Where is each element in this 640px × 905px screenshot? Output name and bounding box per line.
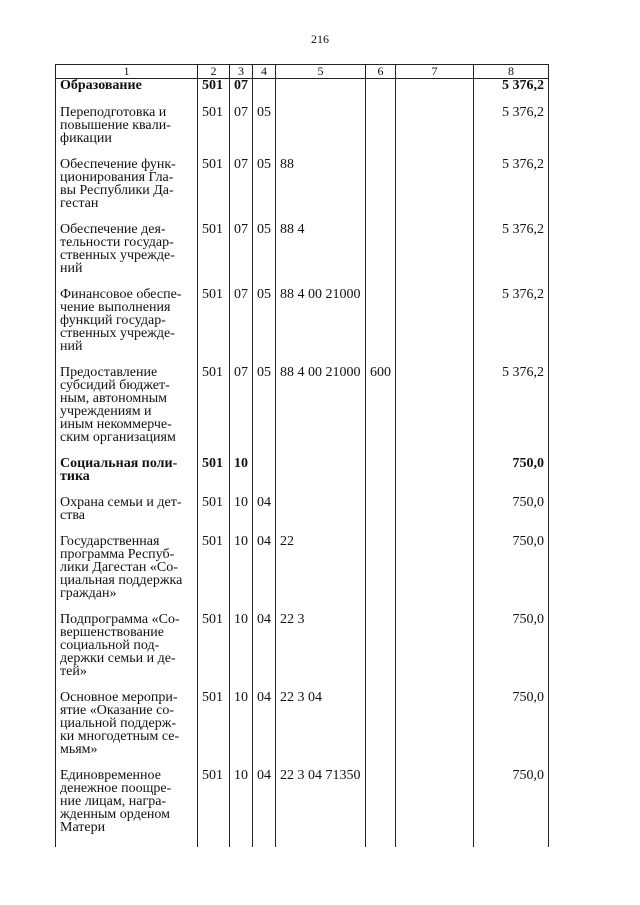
amount-cell: 5 376,2 (474, 288, 549, 366)
subsection-cell: 04 (253, 769, 276, 847)
target-article-cell (276, 79, 366, 106)
budget-table (55, 64, 549, 847)
row-name-line: денежное поощре- (60, 780, 172, 796)
amount-cell: 5 376,2 (474, 106, 549, 158)
column-header: 8 (474, 65, 549, 79)
code-cell: 501 (198, 158, 230, 223)
row-name-line: Матери (60, 819, 106, 835)
row-name-line: социальной под- (60, 637, 160, 653)
row-name-line: субсидий бюджет- (60, 377, 170, 393)
target-article-cell: 88 4 00 21000 (276, 366, 366, 457)
column-header: 1 (56, 65, 198, 79)
amount-cell: 5 376,2 (474, 366, 549, 457)
section-cell: 07 (230, 79, 253, 106)
expense-type-cell (366, 106, 396, 158)
row-name-line: граждан» (60, 585, 117, 601)
subsection-cell: 05 (253, 158, 276, 223)
row-name-cell (56, 79, 198, 106)
section-cell: 07 (230, 223, 253, 288)
row-name-line: ским организациям (60, 429, 176, 445)
row-name-line: Переподготовка и (60, 104, 167, 120)
table-row (56, 457, 549, 496)
row-name-line: ционирования Гла- (60, 169, 174, 185)
code-cell: 501 (198, 691, 230, 769)
row-name-line: вершенствование (60, 624, 164, 640)
row-name-line: лики Дагестан «Со- (60, 559, 178, 575)
table-body (56, 79, 549, 847)
code-cell: 501 (198, 769, 230, 847)
code-cell: 501 (198, 79, 230, 106)
code-cell: 501 (198, 223, 230, 288)
empty-cell (396, 106, 474, 158)
row-name-line: функций государ- (60, 312, 166, 328)
expense-type-cell (366, 613, 396, 691)
row-name-line: ственных учрежде- (60, 247, 175, 263)
row-name-line: держки семьи и де- (60, 650, 176, 666)
row-name-cell (56, 158, 198, 223)
section-cell: 10 (230, 769, 253, 847)
row-name-line: жденным орденом (60, 806, 170, 822)
section-cell: 10 (230, 613, 253, 691)
amount-cell: 750,0 (474, 457, 549, 496)
column-header: 2 (198, 65, 230, 79)
expense-type-cell (366, 535, 396, 613)
row-name-cell (56, 613, 198, 691)
subsection-cell: 05 (253, 106, 276, 158)
amount-cell: 5 376,2 (474, 79, 549, 106)
empty-cell (396, 691, 474, 769)
subsection-cell: 04 (253, 535, 276, 613)
target-article-cell: 88 4 00 21000 (276, 288, 366, 366)
row-name-line: повышение квали- (60, 117, 171, 133)
row-name-cell (56, 106, 198, 158)
empty-cell (396, 366, 474, 457)
amount-cell: 750,0 (474, 496, 549, 535)
table-row (56, 496, 549, 535)
row-name-line: циальная поддержка (60, 572, 183, 588)
table-row (56, 366, 549, 457)
row-name-line: тей» (60, 663, 87, 679)
amount-cell: 5 376,2 (474, 158, 549, 223)
row-name-line: вы Республики Да- (60, 182, 174, 198)
column-header: 4 (253, 65, 276, 79)
target-article-cell: 22 3 (276, 613, 366, 691)
column-header: 6 (366, 65, 396, 79)
table-row (56, 79, 549, 106)
row-name-cell (56, 223, 198, 288)
expense-type-cell (366, 691, 396, 769)
row-name-line: ние лицам, награ- (60, 793, 167, 809)
code-cell: 501 (198, 613, 230, 691)
expense-type-cell (366, 457, 396, 496)
row-name-line: мьям» (60, 741, 98, 757)
row-name-line: Основное меропри- (60, 689, 178, 705)
row-name-line: программа Респуб- (60, 546, 175, 562)
expense-type-cell (366, 223, 396, 288)
target-article-cell: 22 3 04 71350 (276, 769, 366, 847)
code-cell: 501 (198, 288, 230, 366)
target-article-cell: 22 3 04 (276, 691, 366, 769)
section-cell: 10 (230, 457, 253, 496)
expense-type-cell: 600 (366, 366, 396, 457)
row-name-line: ным, автономным (60, 390, 168, 406)
row-name-line: циальной поддерж- (60, 715, 177, 731)
amount-cell: 750,0 (474, 613, 549, 691)
row-name-cell (56, 366, 198, 457)
section-cell: 10 (230, 535, 253, 613)
expense-type-cell (366, 769, 396, 847)
row-name-line: Обеспечение функ- (60, 156, 176, 172)
row-name-line: Государственная (60, 533, 160, 549)
table-row (56, 691, 549, 769)
row-name-line: иным некоммерче- (60, 416, 172, 432)
expense-type-cell (366, 288, 396, 366)
target-article-cell (276, 106, 366, 158)
table-row (56, 106, 549, 158)
table-header-row (56, 65, 549, 79)
subsection-cell: 04 (253, 691, 276, 769)
empty-cell (396, 223, 474, 288)
table-row (56, 613, 549, 691)
column-header: 3 (230, 65, 253, 79)
row-name-line: Предоставление (60, 364, 158, 380)
row-name-line: тельности государ- (60, 234, 174, 250)
row-name-line: Охрана семьи и дет- (60, 494, 182, 510)
target-article-cell: 88 4 (276, 223, 366, 288)
row-name-line: ства (60, 507, 85, 523)
section-cell: 07 (230, 288, 253, 366)
row-name-line: тика (60, 468, 90, 484)
row-name-line: учреждениям и (60, 403, 152, 419)
section-cell: 10 (230, 496, 253, 535)
empty-cell (396, 288, 474, 366)
row-name-line: ний (60, 338, 83, 354)
section-cell: 07 (230, 106, 253, 158)
code-cell: 501 (198, 496, 230, 535)
amount-cell: 750,0 (474, 535, 549, 613)
code-cell: 501 (198, 535, 230, 613)
table-row (56, 769, 549, 847)
row-name-line: чение выполнения (60, 299, 171, 315)
subsection-cell (253, 457, 276, 496)
table-row (56, 535, 549, 613)
row-name-cell (56, 769, 198, 847)
table-row (56, 223, 549, 288)
row-name-cell (56, 496, 198, 535)
row-name-line: Обеспечение дея- (60, 221, 166, 237)
subsection-cell: 05 (253, 223, 276, 288)
expense-type-cell (366, 158, 396, 223)
empty-cell (396, 496, 474, 535)
row-name-line: ятие «Оказание со- (60, 702, 174, 718)
code-cell: 501 (198, 457, 230, 496)
row-name-line: Образование (60, 78, 142, 93)
expense-type-cell (366, 496, 396, 535)
row-name-cell (56, 535, 198, 613)
amount-cell: 5 376,2 (474, 223, 549, 288)
subsection-cell: 05 (253, 288, 276, 366)
empty-cell (396, 79, 474, 106)
empty-cell (396, 457, 474, 496)
empty-cell (396, 613, 474, 691)
row-name-line: ственных учрежде- (60, 325, 175, 341)
amount-cell: 750,0 (474, 769, 549, 847)
row-name-line: Социальная поли- (60, 455, 178, 471)
row-name-cell (56, 457, 198, 496)
empty-cell (396, 769, 474, 847)
page-number: 216 (311, 32, 329, 46)
target-article-cell: 88 (276, 158, 366, 223)
table-row (56, 288, 549, 366)
code-cell: 501 (198, 106, 230, 158)
amount-cell: 750,0 (474, 691, 549, 769)
column-header: 5 (276, 65, 366, 79)
target-article-cell (276, 457, 366, 496)
column-header: 7 (396, 65, 474, 79)
subsection-cell (253, 79, 276, 106)
empty-cell (396, 535, 474, 613)
table-row (56, 158, 549, 223)
row-name-line: Единовременное (60, 767, 161, 783)
section-cell: 07 (230, 366, 253, 457)
expense-type-cell (366, 79, 396, 106)
empty-cell (396, 158, 474, 223)
row-name-line: ки многодетным се- (60, 728, 180, 744)
subsection-cell: 04 (253, 613, 276, 691)
target-article-cell: 22 (276, 535, 366, 613)
row-name-line: фикации (60, 130, 112, 146)
row-name-line: Финансовое обеспе- (60, 286, 182, 302)
code-cell: 501 (198, 366, 230, 457)
subsection-cell: 04 (253, 496, 276, 535)
row-name-cell (56, 691, 198, 769)
row-name-line: ний (60, 260, 83, 276)
row-name-line: гестан (60, 195, 99, 211)
target-article-cell (276, 496, 366, 535)
row-name-cell (56, 288, 198, 366)
row-name-line: Подпрограмма «Со- (60, 611, 180, 627)
section-cell: 07 (230, 158, 253, 223)
section-cell: 10 (230, 691, 253, 769)
subsection-cell: 05 (253, 366, 276, 457)
